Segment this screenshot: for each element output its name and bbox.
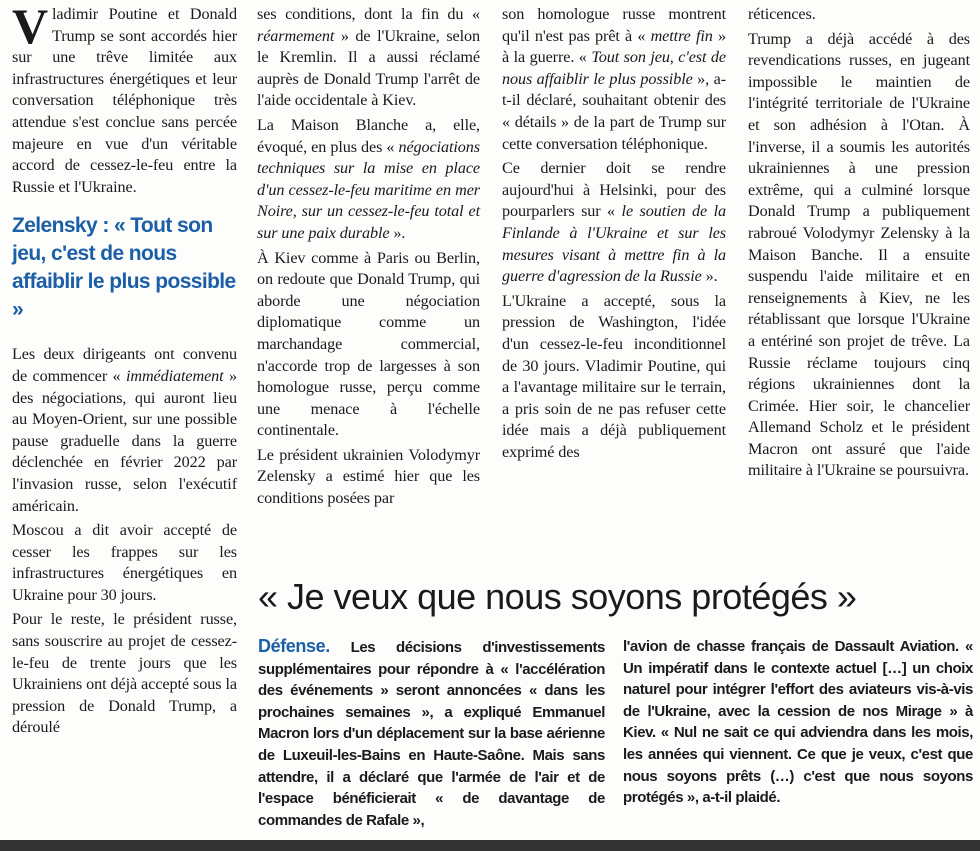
box-column-2: l'avion de chasse français de Dassault Aviation. « Un impératif dans le contexte actuel […] un choix naturel pour intégrer l'effort des aviateurs vis-à-vis de l'Ukraine, avec la cession de nos Mirage » à Kiev. « Nul ne sait ce qui adviendra dans les mois, les années qui viennent. Ce que je veux, c'est que nous soyons prêts (…) c'est que nous soyons protégés », a-t-il plaidé.: [623, 638, 973, 807]
paragraph: ses conditions, dont la fin du « réarmement » de l'Ukraine, selon le Kremlin. Il a aussi réclamé auprès de Donald Trump l'arrêt de l'aide occidentale à Kiev.: [257, 5, 480, 110]
subheading: Zelensky : « Tout son jeu, c'est de nous affaiblir le plus possible »: [12, 214, 236, 322]
paragraph: Ce dernier doit se rendre aujourd'hui à Helsinki, pour des pourparlers sur « le soutien de la Finlande à l'Ukraine et sur les mesures visant à mettre fin à la guerre d'agression de la Russie ».: [502, 159, 727, 286]
bottom-rule: [0, 840, 980, 851]
article-column-2: [257, 4, 480, 510]
article-column-4: [748, 4, 970, 482]
drop-cap: V: [12, 0, 49, 54]
paragraph: À Kiev comme à Paris ou Berlin, on redoute que Donald Trump, qui aborde une négociation diplomatique comme un marchandage commercial, n'accorde trop de largesses à son homologue russe, perçu comme une menace à l'échelle continentale.: [257, 248, 480, 440]
paragraph: Les deux dirigeants ont convenu de commencer « immédiatement » des négociations, qui auront lieu au Moyen-Orient, sur une possible pause graduelle dans la guerre déclenchée en février 2022 par l'invasion russe, selon l'exécutif américain.: [12, 345, 237, 515]
article-column-1: [12, 0, 237, 739]
article-column-3: [502, 4, 726, 463]
box-kicker: Défense.: [258, 636, 330, 656]
box-column-1: Défense. Les décisions d'investissements supplémentaires pour répondre à « l'accélération des événements » seront annoncées « dans les prochaines semaines », a expliqué Emmanuel Macron lors d'un déplacement sur la base aérienne de Luxeuil-les-Bains en Haute-Saône. Mais sans attendre, il a déclaré que l'armée de l'air et de l'espace bénéficierait « de davantage de commandes de Rafale »,: [258, 636, 605, 829]
paragraph: Pour le reste, le président russe, sans souscrire au projet de cessez-le-feu de trente jours que les Ukrainiens ont déjà accepté sous la pression de Donald Trump, a déroulé: [12, 610, 237, 737]
paragraph: son homologue russe montrent qu'il n'est pas prêt à « mettre fin » à la guerre. « Tout son jeu, c'est de nous affaiblir le plus possible », a-t-il déclaré, souhaitant obtenir des « détails » de la part de Trump sur cette conversation téléphonique.: [502, 5, 726, 153]
paragraph: réticences.: [748, 5, 816, 23]
paragraph: Trump a déjà accédé à des revendications russes, en jugeant impossible le maintien de l'intégrité territoriale de l'Ukraine et son adhésion à l'Otan. À l'inverse, il a soumis les autorités ukrainiennes à une pression extrême, qui a culminé lorsque Donald Trump a publiquement rabroué Volodymyr Zelensky à la Maison Banche. Il a ensuite suspendu l'aide militaire et en renseignements à Kiev, ne les rétablissant que lorsque l'Ukraine a entériné son projet de trêve. La Russie réclame toujours cinq régions ukrainiennes dont la Crimée. Hier soir, le chancelier Allemand Scholz et le président Macron ont assuré que l'aide militaire à l'Ukraine se poursuivra.: [748, 29, 970, 480]
paragraph: Moscou a dit avoir accepté de cesser les frappes sur les infrastructures énergétiques en Ukraine pour 30 jours.: [12, 521, 237, 604]
paragraph: Le président ukrainien Volodymyr Zelensky a estimé hier que les conditions posées par: [257, 445, 480, 508]
box-title: « Je veux que nous soyons protégés »: [258, 576, 857, 617]
lead-paragraph: Vladimir Poutine et Donald Trump se sont accordés hier sur une trêve limitée aux infrastructures énergétiques et leur conversation téléphonique très attendue s'est conclue sans percée majeure en vue d'un véritable accord de cessez-le-feu entre la Russie et l'Ukraine.: [12, 0, 237, 196]
paragraph: L'Ukraine a accepté, sous la pression de Washington, l'idée d'un cessez-le-feu inconditionnel de 30 jours. Vladimir Poutine, qui a l'avantage militaire sur le terrain, a pris soin de ne pas refuser cette idée mais a déjà publiquement exprimé des: [502, 291, 726, 461]
paragraph: La Maison Blanche a, elle, évoqué, en plus des « négociations techniques sur la mise en place d'un cessez-le-feu maritime en mer Noire, sur un cessez-le-feu total et sur une paix durable ».: [257, 115, 480, 242]
